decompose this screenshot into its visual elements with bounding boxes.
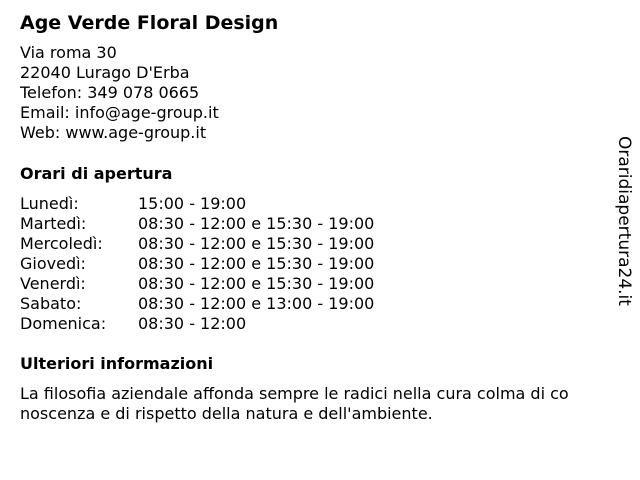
hours-time: 08:30 - 12:00 e 15:30 - 19:00 — [138, 234, 375, 253]
postal-city: 22040 Lurago D'Erba — [20, 63, 190, 82]
hours-time: 08:30 - 12:00 e 15:30 - 19:00 — [138, 274, 375, 293]
address-block — [20, 43, 219, 143]
hours-day: Martedì: — [20, 214, 87, 233]
phone-number: Telefon: 349 078 0665 — [20, 83, 200, 102]
hours-row — [20, 214, 374, 234]
info-line: La filosofia aziendale affonda sempre le radici nella cura colma di co — [20, 384, 569, 403]
street-address: Via roma 30 — [20, 43, 117, 62]
info-line: noscenza e di rispetto della natura e dell'ambiente. — [20, 404, 433, 423]
hours-row — [20, 194, 374, 214]
hours-row — [20, 274, 374, 294]
additional-info-text — [20, 384, 620, 424]
hours-time: 08:30 - 12:00 e 13:00 - 19:00 — [138, 294, 375, 313]
hours-day: Giovedì: — [20, 254, 86, 273]
site-watermark: Oraridiapertura24.it — [614, 136, 634, 306]
opening-hours-heading: Orari di apertura — [20, 164, 173, 183]
hours-row — [20, 294, 374, 314]
opening-hours-table — [20, 194, 374, 334]
hours-time: 15:00 - 19:00 — [138, 194, 247, 213]
hours-row — [20, 314, 374, 334]
hours-day: Sabato: — [20, 294, 82, 313]
website-address: Web: www.age-group.it — [20, 123, 207, 142]
hours-day: Domenica: — [20, 314, 107, 333]
hours-time: 08:30 - 12:00 e 15:30 - 19:00 — [138, 254, 375, 273]
additional-info-heading: Ulteriori informazioni — [20, 354, 214, 373]
business-name: Age Verde Floral Design — [20, 12, 279, 34]
hours-time: 08:30 - 12:00 e 15:30 - 19:00 — [138, 214, 375, 233]
hours-day: Venerdì: — [20, 274, 86, 293]
hours-row — [20, 254, 374, 274]
hours-day: Lunedì: — [20, 194, 79, 213]
hours-row — [20, 234, 374, 254]
hours-day: Mercoledì: — [20, 234, 103, 253]
hours-time: 08:30 - 12:00 — [138, 314, 247, 333]
email-address: Email: info@age-group.it — [20, 103, 219, 122]
